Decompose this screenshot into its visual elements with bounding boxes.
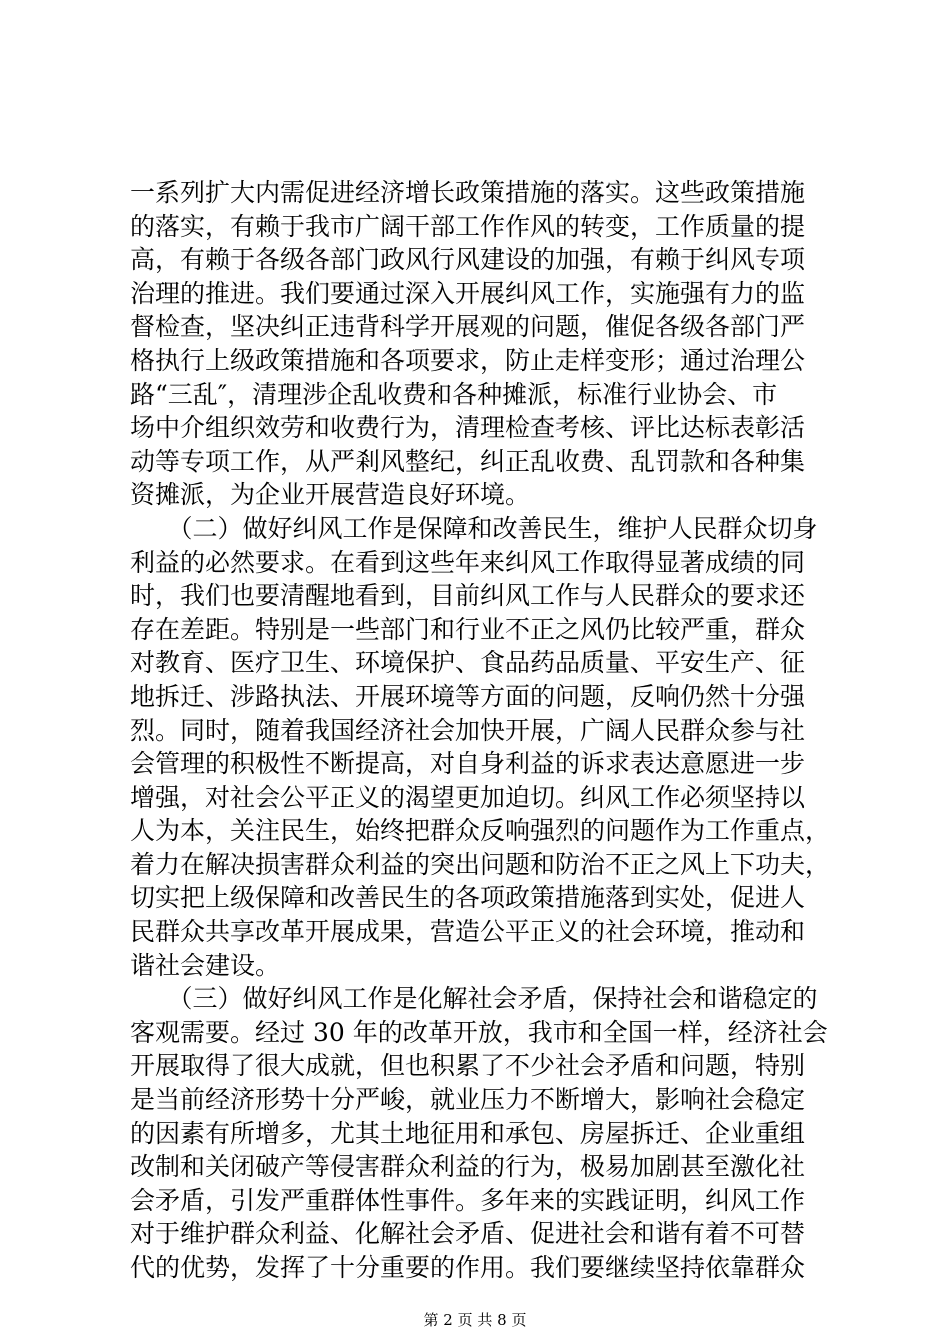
text-line: 格执行上级政策措施和各项要求，防止走样变形；通过治理公	[130, 345, 806, 375]
text-line: 一系列扩大内需促进经济增长政策措施的落实。这些政策措施	[130, 178, 806, 207]
text-line: 会矛盾，引发严重群体性事件。多年来的实践证明，纠风工作	[130, 1185, 806, 1215]
text-line: 谐社会建设。	[130, 950, 281, 980]
text-line: 对教育、医疗卫生、环境保护、食品药品质量、平安生产、征	[130, 648, 806, 678]
text-line: 民群众共享改革开展成果，营造公平正义的社会环境，推动和	[130, 917, 806, 947]
text-line: 会管理的积极性不断提高，对自身利益的诉求表达意愿进一步	[130, 749, 806, 779]
body-text	[130, 176, 830, 1285]
text-line: 切实把上级保障和改善民生的各项政策措施落到实处，促进人	[130, 883, 806, 913]
page-footer: 第 2 页 共 8 页	[423, 1311, 527, 1329]
text-line: （三）做好纠风工作是化解社会矛盾，保持社会和谐稳定的	[130, 984, 818, 1014]
text-line: 对于维护群众利益、化解社会矛盾、促进社会和谐有着不可替	[130, 1219, 806, 1249]
text-line: 存在差距。特别是一些部门和行业不正之风仍比较严重，群众	[130, 614, 806, 644]
text-line: 利益的必然要求。在看到这些年来纠风工作取得显著成绩的同	[130, 547, 806, 577]
text-line: 治理的推进。我们要通过深入开展纠风工作，实施强有力的监	[130, 278, 806, 308]
text-line: 动等专项工作，从严剎风整纪，纠正乱收费、乱罚款和各种集	[130, 446, 806, 476]
text-line: （二）做好纠风工作是保障和改善民生，维护人民群众切身	[130, 513, 818, 543]
text-line: 时，我们也要清醒地看到，目前纠风工作与人民群众的要求还	[130, 581, 806, 611]
text-line: 资摊派，为企业开展营造良好环境。	[130, 480, 531, 510]
text-line: 着力在解决损害群众利益的突出问题和防治不正之风上下功夫，	[130, 849, 831, 879]
text-line: 人为本，关注民生，始终把群众反响强烈的问题作为工作重点，	[130, 816, 831, 846]
text-line: 改制和关闭破产等侵害群众利益的行为，极易加剧甚至激化社	[130, 1152, 806, 1182]
text-line: 代的优势，发挥了十分重要的作用。我们要继续坚持依靠群众	[130, 1253, 806, 1282]
text-line: 的落实，有赖于我市广阔干部工作作风的转变，工作质量的提	[130, 211, 806, 241]
text-line: 是当前经济形势十分严峻，就业压力不断增大，影响社会稳定	[130, 1085, 806, 1115]
text-line: 场中介组织效劳和收费行为，清理检查考核、评比达标表彰活	[130, 413, 806, 443]
text-line: 督检查，坚决纠正违背科学开展观的问题，催促各级各部门严	[130, 312, 806, 342]
text-line: 路“三乱″，清理涉企乱收费和各种摊派，标准行业协会、市	[130, 379, 778, 409]
text-line: 增强，对社会公平正义的渴望更加迫切。纠风工作必须坚持以	[130, 782, 806, 812]
text-line: 烈。同时，随着我国经济社会加快开展，广阔人民群众参与社	[130, 715, 806, 745]
text-line: 高，有赖于各级各部门政风行风建设的加强，有赖于纠风专项	[130, 245, 806, 275]
text-line: 开展取得了很大成就，但也积累了不少社会矛盾和问题，特别	[130, 1051, 806, 1081]
text-line: 客观需要。经过 30 年的改革开放，我市和全国一样，经济社会	[130, 1017, 828, 1047]
text-line: 的因素有所增多，尤其土地征用和承包、房屋拆迁、企业重组	[130, 1118, 806, 1148]
text-line: 地拆迁、涉路执法、开展环境等方面的问题，反响仍然十分强	[130, 681, 806, 711]
